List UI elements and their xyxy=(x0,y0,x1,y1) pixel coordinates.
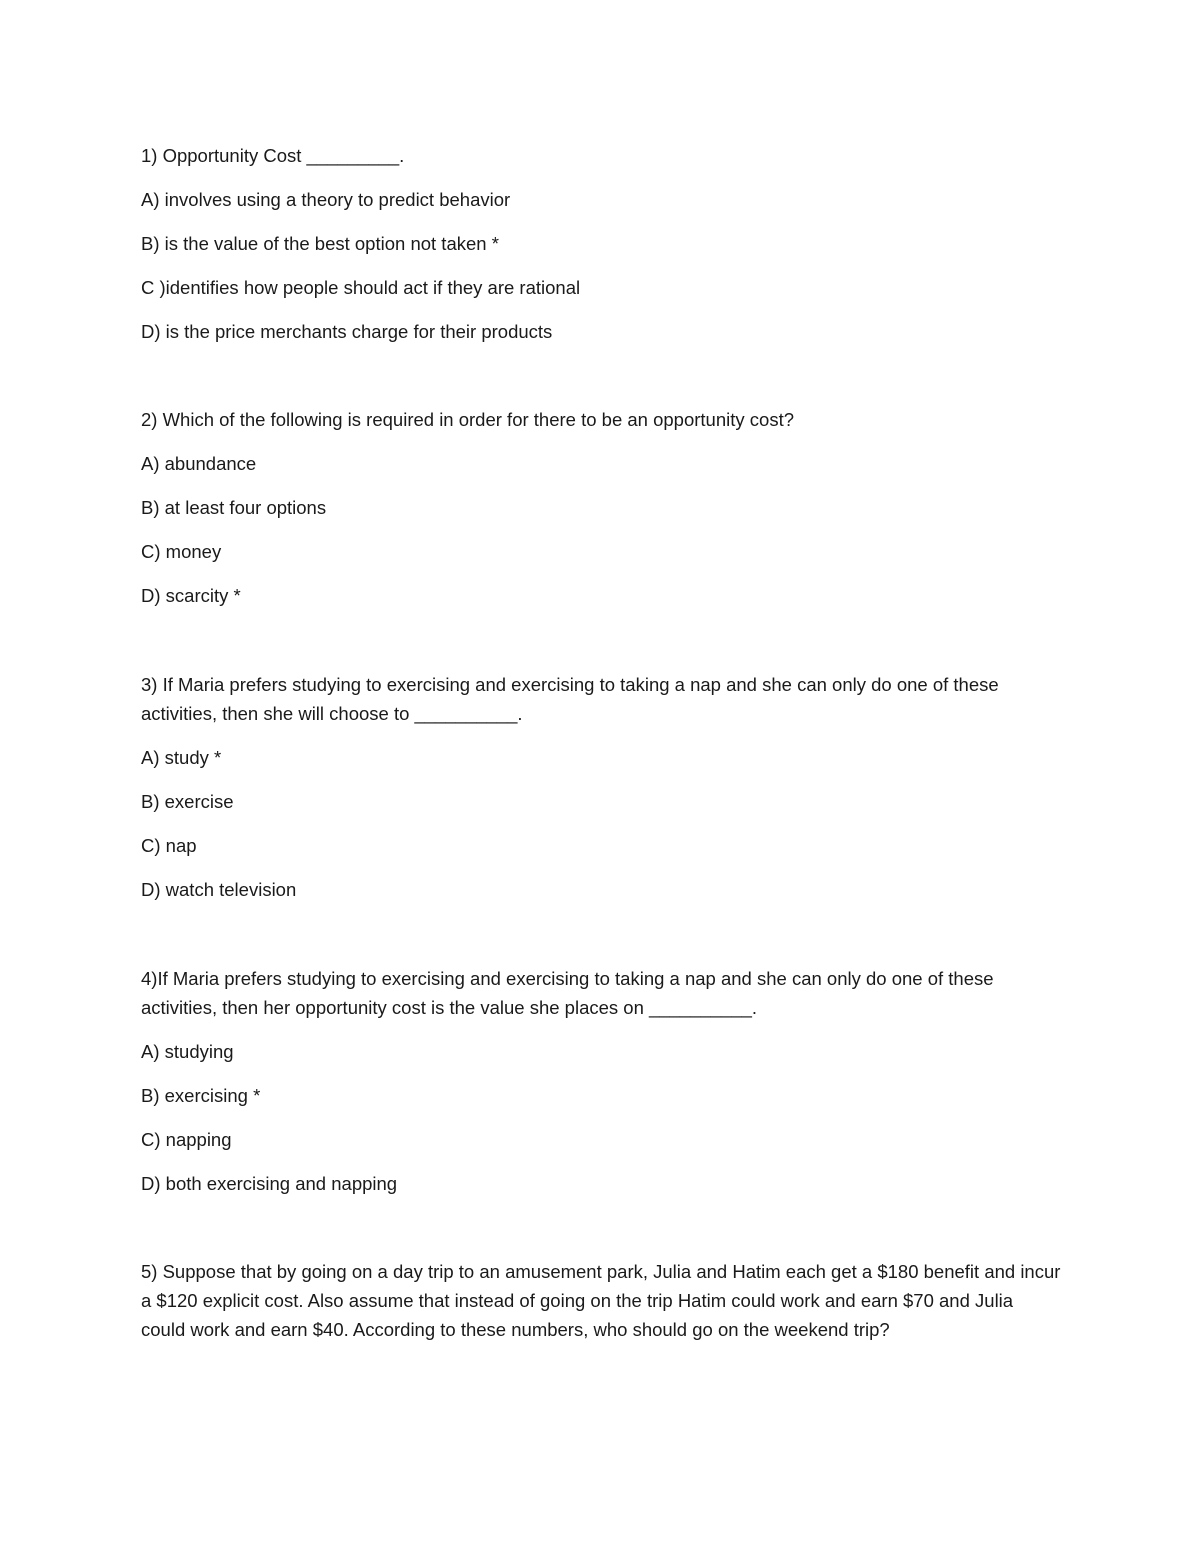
question-4-option-a: A) studying xyxy=(141,1041,234,1062)
question-3-text: 3) If Maria prefers studying to exercising and exercising to taking a nap and she can only do one of these activities, then she will choose to __________. xyxy=(141,674,999,724)
question-5 xyxy=(141,1257,1061,1344)
question-2-option-b: B) at least four options xyxy=(141,497,327,518)
question-3 xyxy=(141,670,1061,904)
question-3-option-a: A) study * xyxy=(141,747,222,768)
question-4-option-b: B) exercising * xyxy=(141,1085,261,1106)
question-2-option-c: C) money xyxy=(141,541,222,562)
question-1-option-c: C )identifies how people should act if they are rational xyxy=(141,277,581,298)
question-2-text: 2) Which of the following is required in order for there to be an opportunity cost? xyxy=(141,409,794,430)
question-3-option-d: D) watch television xyxy=(141,879,297,900)
question-1-option-d: D) is the price merchants charge for their products xyxy=(141,321,553,342)
question-2 xyxy=(141,405,794,610)
question-4 xyxy=(141,964,1061,1198)
question-1-option-a: A) involves using a theory to predict behavior xyxy=(141,189,511,210)
question-4-option-c: C) napping xyxy=(141,1129,232,1150)
question-2-option-a: A) abundance xyxy=(141,453,257,474)
question-4-option-d: D) both exercising and napping xyxy=(141,1173,398,1194)
question-1-text: 1) Opportunity Cost _________. xyxy=(141,145,405,166)
question-1-option-b: B) is the value of the best option not taken * xyxy=(141,233,499,254)
question-3-option-c: C) nap xyxy=(141,835,197,856)
question-4-text: 4)If Maria prefers studying to exercising and exercising to taking a nap and she can only do one of these activities, then her opportunity cost is the value she places on __________. xyxy=(141,968,994,1018)
question-3-option-b: B) exercise xyxy=(141,791,234,812)
question-1 xyxy=(141,141,580,346)
question-5-text: 5) Suppose that by going on a day trip to an amusement park, Julia and Hatim each get a $180 benefit and incur a $120 explicit cost. Also assume that instead of going on the trip Hatim could work and earn $70 and Julia could work and earn $40. According to these numbers, who should go on the weekend trip? xyxy=(141,1261,1061,1340)
question-2-option-d: D) scarcity * xyxy=(141,585,241,606)
